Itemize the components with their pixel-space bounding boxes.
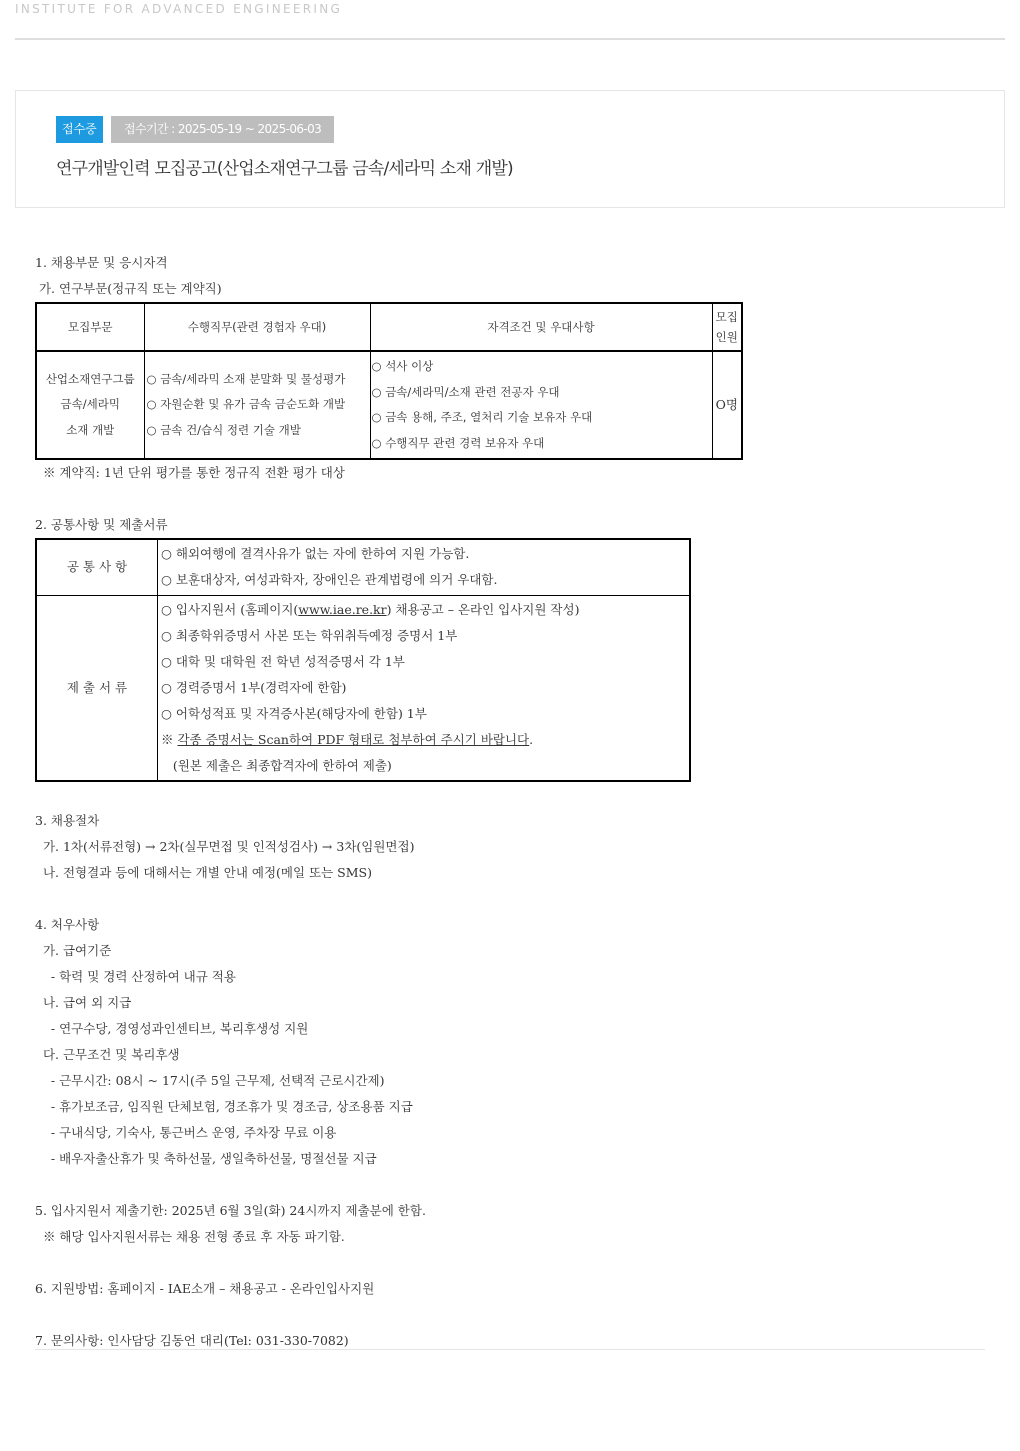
section-3-b: 나. 전형결과 등에 대해서는 개별 안내 예정(메일 또는 SMS) [35,865,372,880]
dept-line: 산업소재연구그룹 [45,371,135,386]
section-7-title: 7. 문의사항: 인사담당 김동언 대리(Tel: 031-330-7082) [35,1333,349,1348]
th-duties: 수행직무(관련 경험자 우대) [144,303,370,351]
section-4-line: 나. 급여 외 지급 [35,995,132,1010]
duty-item: ○ 자원순환 및 유가 금속 금순도화 개발 [146,397,346,412]
section-4-title: 4. 처우사항 [35,917,100,932]
spacer [35,486,985,512]
qual-item: ○ 금속 용해, 주조, 열처리 기술 보유자 우대 [371,410,593,424]
td-duties [144,351,370,459]
qual-item: ○ 금속/세라믹/소재 관련 전공자 우대 [371,384,560,399]
homepage-link[interactable]: www.iae.re.kr [298,601,387,617]
spacer [35,886,985,912]
th-count-line2: 인원 [715,330,738,344]
doc-item: ○ 대학 및 대학원 전 학년 성적증명서 각 1부 [161,653,405,669]
dept-line: 금속/세라믹 [60,397,120,412]
td-docs-head: 제 출 서 류 [36,595,158,781]
doc-item: ○ 경력증명서 1부(경력자에 한함) [161,679,347,695]
section-4-line: 다. 근무조건 및 복리후생 [35,1047,180,1062]
td-common-body [158,539,691,595]
spacer [35,1302,985,1328]
th-quals: 자격조건 및 우대사항 [370,303,712,351]
dept-line: 소재 개발 [66,422,115,437]
section-4-line: - 휴가보조금, 임직원 단체보험, 경조휴가 및 경조금, 상조용품 지급 [35,1099,413,1114]
td-quals [370,351,712,459]
notice-header-card [15,90,1005,208]
note-end: . [529,731,534,747]
section-6-title: 6. 지원방법: 홈페이지 - IAE소개 – 채용공고 - 온라인입사지원 [35,1281,375,1296]
td-docs-body [158,595,691,781]
doc-item [161,597,688,623]
section-3-title: 3. 채용절차 [35,813,100,828]
institute-name: INSTITUTE FOR ADVANCED ENGINEERING [15,2,343,16]
section-4-line: - 구내식당, 기숙사, 통근버스 운영, 주차장 무료 이용 [35,1125,337,1140]
notice-body [35,250,985,1354]
status-badge: 접수중 [56,116,103,143]
th-count [712,303,742,351]
duty-item: ○ 금속/세라믹 소재 분말화 및 물성평가 [146,371,346,386]
duty-item: ○ 금속 건/습식 정련 기술 개발 [146,422,301,437]
qual-item: ○ 수행직무 관련 경력 보유자 우대 [371,435,545,450]
spacer [35,1172,985,1198]
header-divider [15,38,1005,40]
section-1-note: ※ 계약직: 1년 단위 평가를 통한 정규직 전환 평가 대상 [35,465,345,480]
doc-text: ) 채용공고 – 온라인 입사지원 작성) [386,601,580,617]
section-1-title: 1. 채용부문 및 응시자격 [35,255,168,270]
period-badge: 접수기간 : 2025-05-19 ~ 2025-06-03 [111,116,334,143]
section-4-line: - 배우자출산휴가 및 축하선물, 생일축하선물, 명절선물 지급 [35,1151,377,1166]
th-dept: 모집부문 [36,303,144,351]
td-count: O명 [712,351,742,459]
section-1-subtitle: 가. 연구부문(정규직 또는 계약직) [35,281,222,296]
common-item: ○ 해외여행에 결격사유가 없는 자에 한하여 지원 가능함. [161,546,470,562]
section-4-line: 가. 급여기준 [35,943,112,958]
section-5-note: ※ 해당 입사지원서류는 채용 전형 종료 후 자동 파기함. [35,1229,345,1244]
doc-note [161,727,688,753]
section-3-a: 가. 1차(서류전형) → 2차(실무면접 및 인적성검사) → 3차(임원면접) [35,839,415,854]
recruitment-table [35,302,743,460]
spacer [35,782,985,808]
section-4-line: - 근무시간: 08시 ~ 17시(주 5일 근무제, 선택적 근로시간제) [35,1073,385,1088]
qual-item: ○ 석사 이상 [371,359,434,373]
td-common-head: 공 통 사 항 [36,539,158,595]
section-5-title: 5. 입사지원서 제출기한: 2025년 6월 3일(화) 24시까지 제출분에 한함. [35,1203,426,1218]
common-docs-table [35,538,691,782]
footer-divider [35,1349,985,1350]
section-2-title: 2. 공통사항 및 제출서류 [35,517,168,532]
doc-item: ○ 최종학위증명서 사본 또는 학위취득예정 증명서 1부 [161,627,458,643]
note-text: 각종 증명서는 Scan하여 PDF 형태로 첨부하여 주시기 바랍니다 [177,731,530,747]
section-4-line: - 연구수당, 경영성과인센티브, 복리후생성 지원 [35,1021,309,1036]
common-item: ○ 보훈대상자, 여성과학자, 장애인은 관계법령에 의거 우대함. [161,572,498,588]
doc-note-2: (원본 제출은 최종합격자에 한하여 제출) [161,757,392,773]
doc-item: ○ 어학성적표 및 자격증사본(해당자에 한함) 1부 [161,705,427,721]
notice-title: 연구개발인력 모집공고(산업소재연구그룹 금속/세라믹 소재 개발) [56,159,513,179]
spacer [35,1250,985,1276]
doc-text: ○ 입사지원서 (홈페이지( [161,601,299,617]
note-mark: ※ [161,731,178,747]
section-4-line: - 학력 및 경력 산정하여 내규 적용 [35,969,236,984]
td-dept [36,351,144,459]
th-count-line1: 모집 [715,310,738,324]
